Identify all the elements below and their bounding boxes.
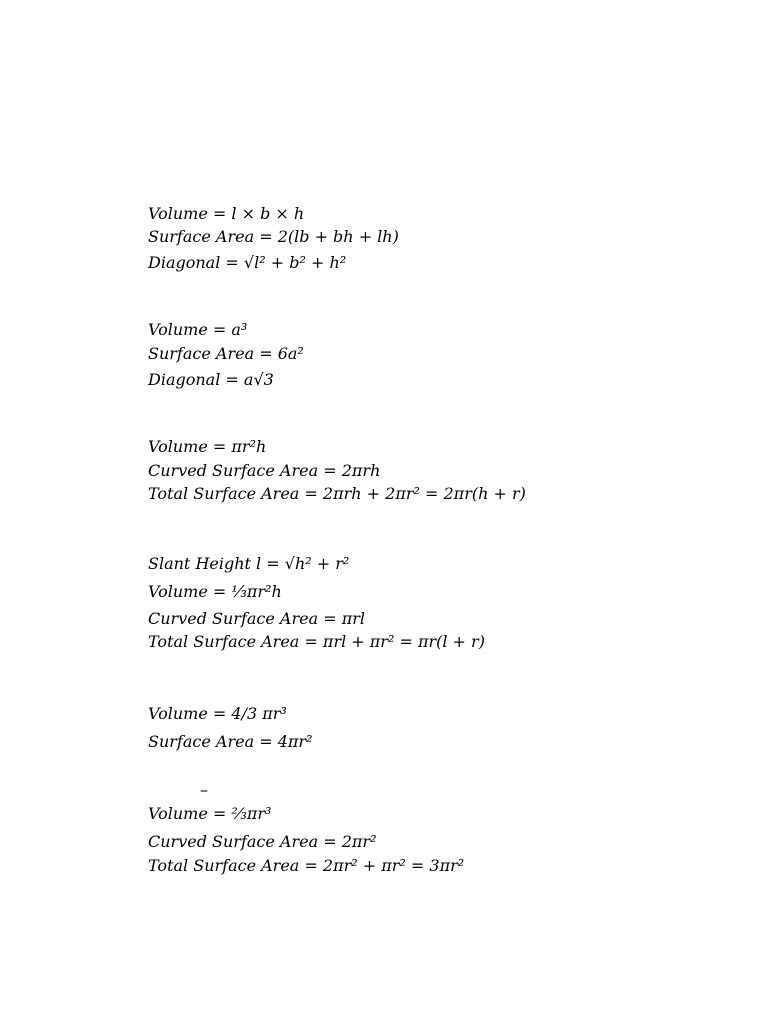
cuboid-surface-label: Surface Area	[148, 227, 255, 246]
hemisphere-curved-label: Curved Surface Area	[148, 832, 319, 851]
cone-total-line	[148, 632, 485, 652]
sphere-surface-label: Surface Area	[148, 732, 255, 751]
sphere-surface-expr: = 4πr²	[259, 732, 313, 751]
cylinder-volume-line	[148, 437, 266, 457]
cone-curved-line	[148, 609, 365, 629]
cone-slant-label: Slant Height	[148, 554, 251, 573]
sphere-volume-line	[148, 704, 287, 724]
cylinder-total-line	[148, 484, 526, 504]
sphere-volume-label: Volume	[148, 704, 208, 723]
cube-diagonal-line	[148, 370, 274, 390]
cylinder-volume-label: Volume	[148, 437, 208, 456]
cube-volume-label: Volume	[148, 320, 208, 339]
cone-curved-label: Curved Surface Area	[148, 609, 319, 628]
cube-surface-expr: = 6a²	[259, 344, 304, 363]
cone-total-label: Total Surface Area	[148, 632, 300, 651]
cone-slant-line	[148, 554, 349, 574]
hemisphere-total-label: Total Surface Area	[148, 856, 300, 875]
sphere-surface-line	[148, 732, 312, 752]
hemisphere-volume-line	[148, 804, 271, 824]
section-dash: –	[200, 780, 208, 799]
cuboid-volume-line	[148, 204, 304, 224]
hemisphere-curved-expr: = 2πr²	[323, 832, 377, 851]
cuboid-diagonal-expr: = √l² + b² + h²	[225, 253, 347, 272]
cube-diagonal-label: Diagonal	[148, 370, 221, 389]
hemisphere-volume-expr: = ⅔πr³	[212, 804, 272, 823]
sphere-volume-expr: = 4/3 πr³	[212, 704, 287, 723]
cylinder-curved-expr: = 2πrh	[323, 461, 381, 480]
cylinder-volume-expr: = πr²h	[212, 437, 267, 456]
cube-surface-label: Surface Area	[148, 344, 255, 363]
hemisphere-volume-label: Volume	[148, 804, 208, 823]
cube-surface-line	[148, 344, 304, 364]
cylinder-total-expr: = 2πrh + 2πr² = 2πr(h + r)	[304, 484, 526, 503]
cylinder-total-label: Total Surface Area	[148, 484, 300, 503]
cube-volume-expr: = a³	[212, 320, 248, 339]
cylinder-curved-line	[148, 461, 380, 481]
cuboid-surface-expr: = 2(lb + bh + lh)	[259, 227, 399, 246]
cone-volume-label: Volume	[148, 582, 208, 601]
cuboid-volume-label: Volume	[148, 204, 208, 223]
hemisphere-total-line	[148, 856, 464, 876]
cuboid-diagonal-line	[148, 253, 346, 273]
cone-volume-line	[148, 582, 282, 602]
cone-total-expr: = πrl + πr² = πr(l + r)	[304, 632, 485, 651]
hemisphere-total-expr: = 2πr² + πr² = 3πr²	[304, 856, 465, 875]
cylinder-curved-label: Curved Surface Area	[148, 461, 319, 480]
cube-diagonal-expr: = a√3	[225, 370, 274, 389]
cuboid-volume-expr: = l × b × h	[212, 204, 305, 223]
cone-slant-expr: l = √h² + r²	[256, 554, 350, 573]
cone-curved-expr: = πrl	[323, 609, 366, 628]
cone-volume-expr: = ⅓πr²h	[212, 582, 282, 601]
cuboid-surface-line	[148, 227, 399, 247]
cuboid-diagonal-label: Diagonal	[148, 253, 221, 272]
cube-volume-line	[148, 320, 247, 340]
hemisphere-curved-line	[148, 832, 376, 852]
